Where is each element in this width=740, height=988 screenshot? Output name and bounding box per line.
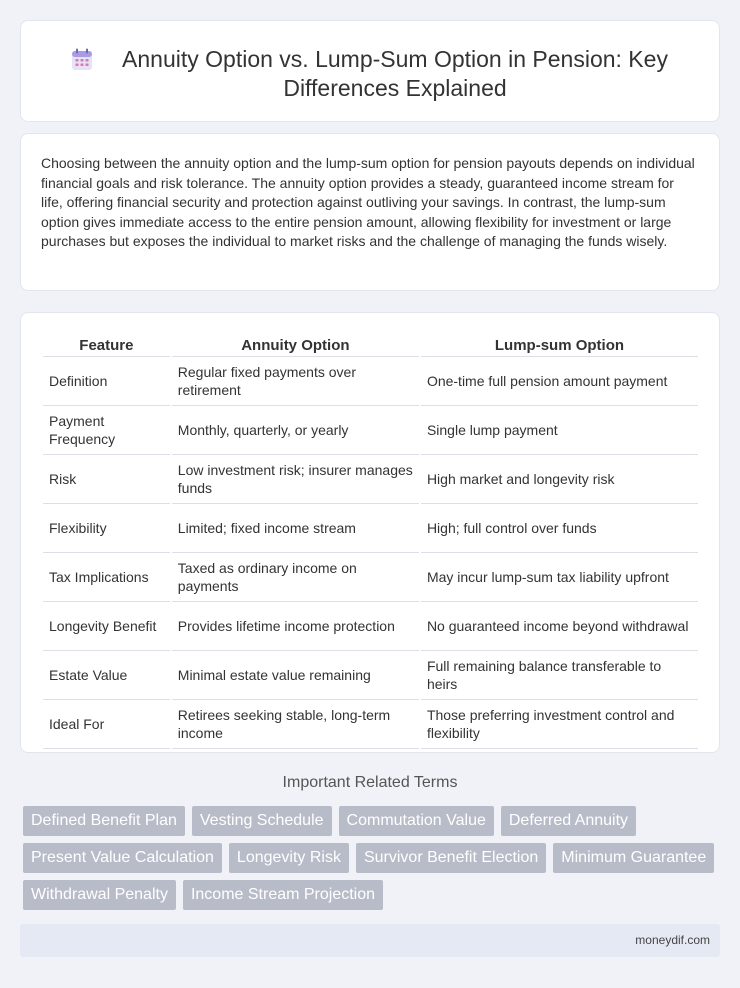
intro-card: [20, 133, 720, 291]
footer-site-link[interactable]: moneydif.com: [635, 933, 710, 947]
table-cell: Taxed as ordinary income on payments: [172, 553, 419, 602]
table-cell: High; full control over funds: [421, 504, 698, 553]
related-terms-list: [23, 806, 723, 917]
table-cell: Low investment risk; insurer manages funds: [172, 455, 419, 504]
tag-longevity-risk[interactable]: Longevity Risk: [229, 843, 349, 873]
table-cell: Monthly, quarterly, or yearly: [172, 406, 419, 455]
table-cell: One-time full pension amount payment: [421, 357, 698, 406]
table-cell: Full remaining balance transferable to heirs: [421, 651, 698, 700]
tag-survivor-benefit-election[interactable]: Survivor Benefit Election: [356, 843, 546, 873]
table-cell: Provides lifetime income protection: [172, 602, 419, 651]
table-row: [43, 357, 698, 406]
comparison-table: [41, 335, 700, 749]
table-cell: Regular fixed payments over retirement: [172, 357, 419, 406]
table-row: [43, 602, 698, 651]
table-row: [43, 406, 698, 455]
column-header-lump-sum: Lump-sum Option: [421, 335, 698, 357]
column-header-annuity: Annuity Option: [172, 335, 419, 357]
title-card: [20, 20, 720, 122]
table-row: [43, 700, 698, 749]
table-cell: Single lump payment: [421, 406, 698, 455]
table-cell: Tax Implications: [43, 553, 170, 602]
table-cell: Longevity Benefit: [43, 602, 170, 651]
table-row: [43, 553, 698, 602]
table-header-row: [43, 335, 698, 357]
table-cell: Those preferring investment control and flexibility: [421, 700, 698, 749]
tag-present-value-calculation[interactable]: Present Value Calculation: [23, 843, 222, 873]
table-cell: Minimal estate value remaining: [172, 651, 419, 700]
table-cell: Estate Value: [43, 651, 170, 700]
table-row: [43, 504, 698, 553]
tag-commutation-value[interactable]: Commutation Value: [339, 806, 494, 836]
tag-income-stream-projection[interactable]: Income Stream Projection: [183, 880, 383, 910]
page-title: Annuity Option vs. Lump-Sum Option in Pension: Key Differences Explained: [122, 46, 668, 101]
tag-minimum-guarantee[interactable]: Minimum Guarantee: [553, 843, 714, 873]
column-header-feature: Feature: [43, 335, 170, 357]
table-cell: No guaranteed income beyond withdrawal: [421, 602, 698, 651]
table-cell: Ideal For: [43, 700, 170, 749]
tag-row: [23, 880, 723, 910]
table-row: [43, 651, 698, 700]
related-terms-heading: Important Related Terms: [282, 774, 458, 791]
tag-withdrawal-penalty[interactable]: Withdrawal Penalty: [23, 880, 176, 910]
tag-row: [23, 806, 723, 836]
table-cell: Definition: [43, 357, 170, 406]
table-cell: Flexibility: [43, 504, 170, 553]
tag-vesting-schedule[interactable]: Vesting Schedule: [192, 806, 332, 836]
table-cell: Payment Frequency: [43, 406, 170, 455]
table-cell: May incur lump-sum tax liability upfront: [421, 553, 698, 602]
intro-paragraph: Choosing between the annuity option and the lump-sum option for pension payouts depends on individual financial goals and risk tolerance. The annuity option provides a steady, guaranteed income stream for life, offering financial security and protection against outliving your savings. In contrast, the lump-sum option gives immediate access to the entire pension amount, allowing flexibility for investment or large purchases but exposes the individual to market risks and the challenge of managing the funds wisely.: [41, 155, 695, 250]
comparison-card: [20, 312, 720, 753]
footer: [20, 924, 720, 957]
table-cell: High market and longevity risk: [421, 455, 698, 504]
table-row: [43, 455, 698, 504]
table-cell: Limited; fixed income stream: [172, 504, 419, 553]
table-cell: Retirees seeking stable, long-term income: [172, 700, 419, 749]
table-cell: Risk: [43, 455, 170, 504]
tag-row: [23, 843, 723, 873]
tag-deferred-annuity[interactable]: Deferred Annuity: [501, 806, 636, 836]
tag-defined-benefit-plan[interactable]: Defined Benefit Plan: [23, 806, 185, 836]
